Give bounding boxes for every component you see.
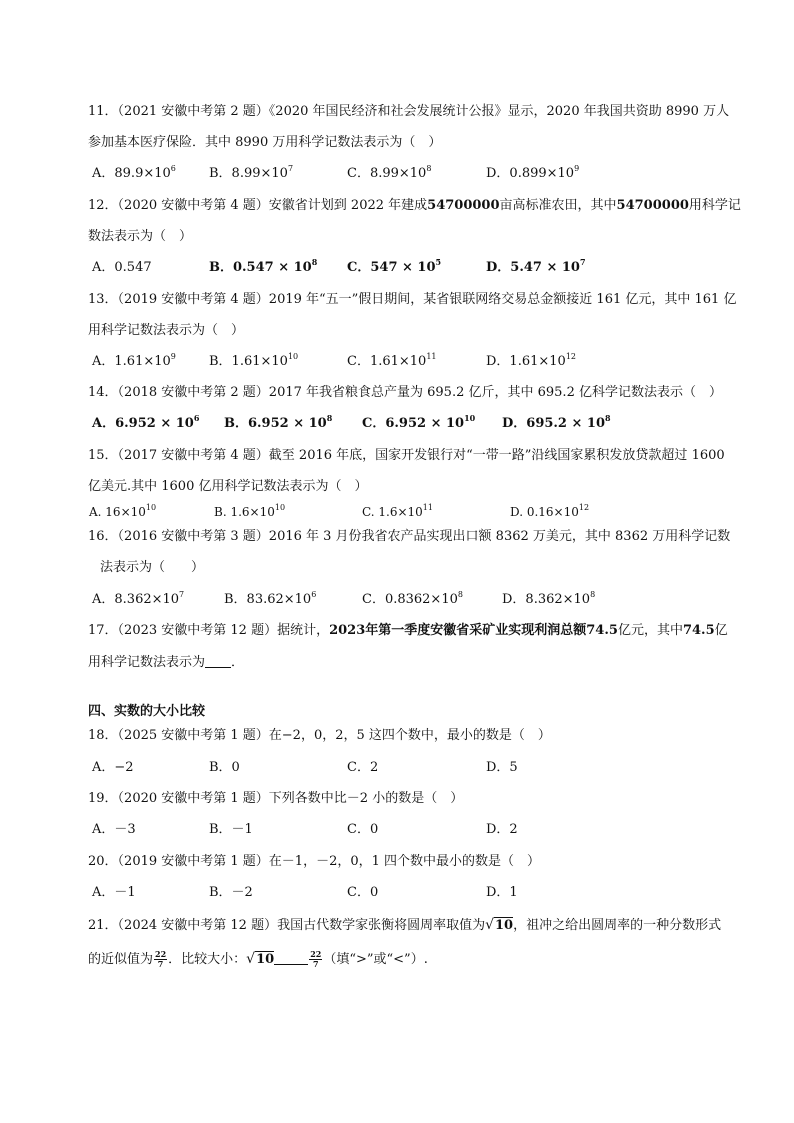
question-14-option-a: A．$6.952 \times 10^6$ bbox=[92, 413, 200, 431]
fraction-22-over-7: $\frac{22}{7}$ bbox=[155, 949, 167, 969]
question-20-option-c: C．0 bbox=[347, 885, 379, 900]
question-14-option-c: C．$6.952 \times 10^{10}$ bbox=[362, 413, 476, 431]
question-11-line-1: 11．（2021 安徽中考第 2 题）《2020 年国民经济和社会发展统计公报》显示，2020 年我国共资助 8990 万人 bbox=[88, 104, 730, 119]
question-11-option-b: B．$8.99\times 10^7$ bbox=[209, 164, 294, 181]
question-11-line-2: 参加基本医疗保险．其中 8990 万用科学记数法表示为（ ） bbox=[88, 135, 442, 150]
question-14-option-b: B．$6.952 \times 10^8$ bbox=[224, 413, 333, 431]
question-11-option-a: A．$89.9\times 10^6$ bbox=[92, 164, 176, 181]
question-19-option-d: D．2 bbox=[486, 822, 518, 837]
question-21-line-2: 的近似值为 $\frac{22}{7}$ ．比较大小：√10 $\frac{22}{7}$ （填“>”或“<”）. bbox=[88, 949, 428, 969]
question-13-option-c: C．$1.61\times 10^{11}$ bbox=[347, 352, 437, 369]
question-20-option-b: B．－2 bbox=[209, 885, 253, 900]
question-16-line-1: 16．（2016 安徽中考第 3 题）2016 年 3 月份我省农产品实现出口额 8362 万美元，其中 8362 万用科学记数 bbox=[88, 529, 731, 544]
question-15-line-1: 15．（2017 安徽中考第 4 题）截至 2016 年底，国家开发银行对“一带一路”沿线国家累积发放贷款超过 1600 bbox=[88, 448, 725, 463]
question-13-line-2: 用科学记数法表示为（ ） bbox=[88, 323, 245, 338]
question-15-option-a: A. $16\times 10^{10}$ bbox=[89, 503, 157, 519]
question-19-line-1: 19．（2020 安徽中考第 1 题）下列各数中比－2 小的数是（ ） bbox=[88, 791, 464, 806]
question-13-option-b: B．$1.61\times 10^{10}$ bbox=[209, 352, 299, 369]
question-20-line-1: 20．（2019 安徽中考第 1 题）在－1，－2，0，1 四个数中最小的数是（ ） bbox=[88, 854, 541, 869]
question-20-option-a: A．－1 bbox=[92, 885, 136, 900]
question-18-option-c: C．2 bbox=[347, 760, 379, 775]
question-13-option-a: A．$1.61\times 10^9$ bbox=[92, 352, 176, 369]
question-16-option-d: D．$8.362\times 10^8$ bbox=[502, 590, 596, 607]
question-15-option-c: C. $1.6\times 10^{11}$ bbox=[362, 503, 433, 519]
question-14-option-d: D．$695.2 \times 10^8$ bbox=[502, 413, 611, 431]
question-12-option-c: C．$547 \times 10^5$ bbox=[347, 257, 442, 275]
question-17-line-2: 用科学记数法表示为 ． bbox=[88, 655, 245, 670]
fraction-22-over-7-compare: $\frac{22}{7}$ bbox=[310, 949, 322, 969]
question-18-line-1: 18．（2025 安徽中考第 1 题）在−2，0，2，5 这四个数中，最小的数是（ ） bbox=[88, 728, 551, 743]
question-19-option-a: A．－3 bbox=[92, 822, 136, 837]
question-11-option-c: C．$8.99\times 10^8$ bbox=[347, 164, 432, 181]
question-15-option-d: D. $0.16\times 10^{12}$ bbox=[510, 503, 590, 519]
question-19-option-b: B．－1 bbox=[209, 822, 253, 837]
question-12-option-b: B．$0.547 \times 10^8$ bbox=[209, 257, 318, 275]
question-16-option-c: C．$0.8362\times 10^8$ bbox=[362, 590, 463, 607]
question-20-option-d: D．1 bbox=[486, 885, 518, 900]
question-19-option-c: C．0 bbox=[347, 822, 379, 837]
sqrt-10-compare: √10 bbox=[246, 951, 275, 967]
question-14-line-1: 14．（2018 安徽中考第 2 题）2017 年我省粮食总产量为 695.2 亿斤，其中 695.2 亿科学记数法表示（ ） bbox=[88, 385, 722, 400]
question-16-option-b: B．$83.62\times 10^6$ bbox=[224, 590, 317, 607]
answer-blank[interactable] bbox=[205, 655, 231, 668]
question-15-option-b: B. $1.6\times 10^{10}$ bbox=[214, 503, 286, 519]
question-18-option-d: D．5 bbox=[486, 760, 518, 775]
question-12-line-1: 12．（2020 安徽中考第 4 题）安徽省计划到 2022 年建成54700000亩高标准农田，其中54700000用科学记 bbox=[88, 198, 741, 213]
question-15-line-2: 亿美元.其中 1600 亿用科学记数法表示为（ ） bbox=[88, 479, 368, 494]
question-21-line-1: 21．（2024 安徽中考第 12 题）我国古代数学家张衡将圆周率取值为√10，祖冲之给出圆周率的一种分数形式 bbox=[88, 917, 722, 933]
question-13-line-1: 13．（2019 安徽中考第 4 题）2019 年“五一”假日期间，某省银联网络交易总金额接近 161 亿元，其中 161 亿 bbox=[88, 292, 737, 307]
sqrt-10-symbol: √10 bbox=[485, 917, 514, 933]
section-title: 四、实数的大小比较 bbox=[88, 704, 206, 719]
question-13-option-d: D．$1.61\times 10^{12}$ bbox=[486, 352, 576, 369]
compare-answer-blank[interactable] bbox=[274, 952, 308, 965]
question-16-line-2: 法表示为（ ） bbox=[100, 560, 205, 575]
question-18-option-b: B．0 bbox=[209, 760, 240, 775]
question-11-option-d: D．$0.899\times 10^9$ bbox=[486, 164, 580, 181]
question-12-option-d: D．$5.47 \times 10^7$ bbox=[486, 257, 586, 275]
question-12-option-a: A．0.547 bbox=[92, 260, 152, 275]
question-18-option-a: A．−2 bbox=[92, 760, 134, 775]
question-12-line-2: 数法表示为（ ） bbox=[88, 229, 193, 244]
question-17-line-1: 17．（2023 安徽中考第 12 题）据统计，2023年第一季度安徽省采矿业实现利润总额74.5亿元，其中74.5亿 bbox=[88, 623, 728, 638]
question-16-option-a: A．$8.362\times 10^7$ bbox=[92, 590, 185, 607]
